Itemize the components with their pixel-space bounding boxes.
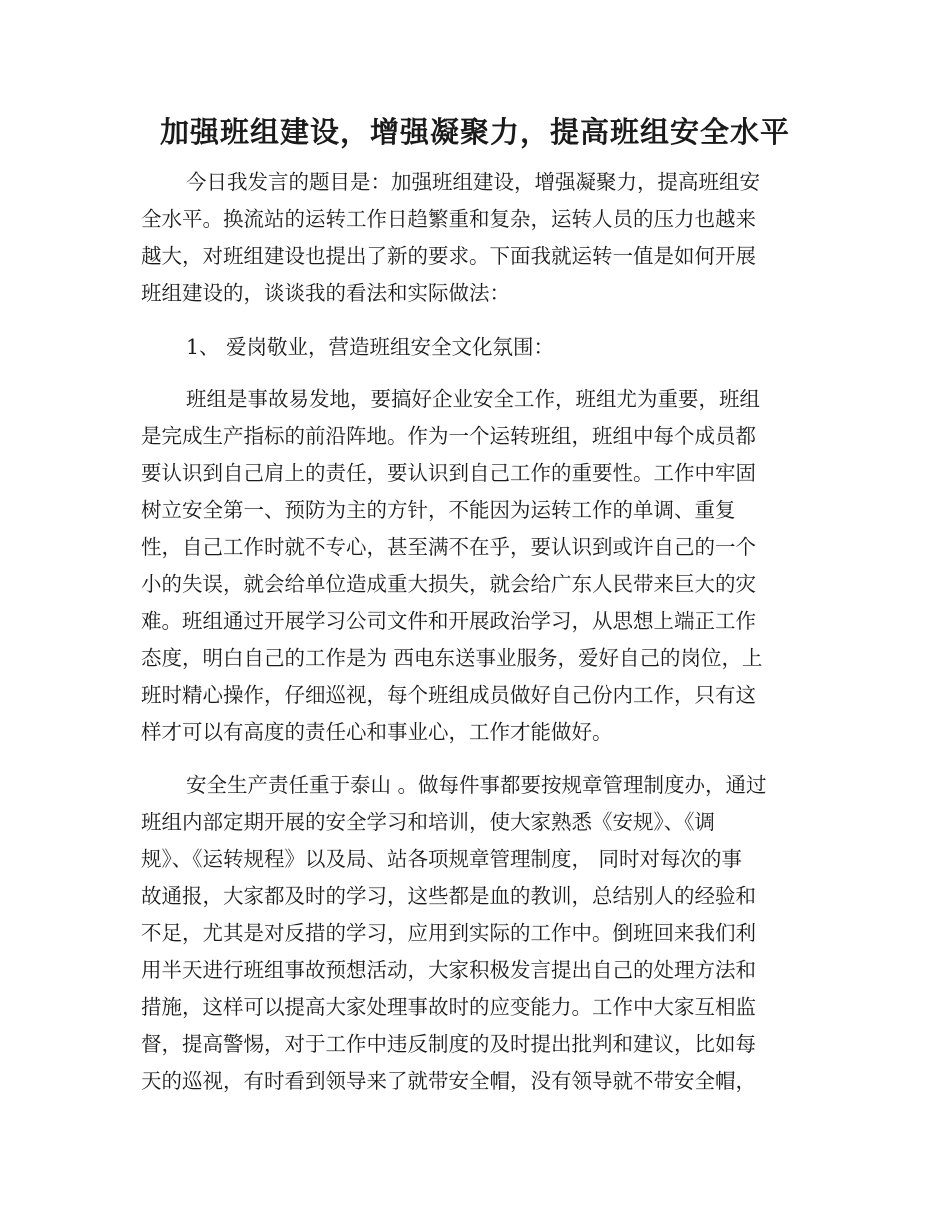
text-line: 安全生产责任重于泰山 。做每件事都要按规章管理制度办，通过 bbox=[186, 773, 767, 797]
text-line: 是完成生产指标的前沿阵地。作为一个运转班组，班组中每个成员都 bbox=[141, 424, 756, 448]
text-line: 措施，这样可以提高大家处理事故时的应变能力。工作中大家互相监 bbox=[141, 995, 756, 1019]
text-line: 班时精心操作，仔细巡视，每个班组成员做好自己份内工作，只有这 bbox=[141, 683, 756, 707]
text-line: 天的巡视，有时看到领导来了就带安全帽，没有领导就不带安全帽， bbox=[141, 1069, 756, 1093]
text-line: 样才可以有高度的责任心和事业心，工作才能做好。 bbox=[141, 720, 613, 744]
text-line: 性，自己工作时就不专心，甚至满不在乎，要认识到或许自己的一个 bbox=[141, 535, 756, 559]
text-line: 要认识到自己肩上的责任，要认识到自己工作的重要性。工作中牢固 bbox=[141, 461, 756, 485]
text-line: 树立安全第一、预防为主的方针，不能因为运转工作的单调、重复 bbox=[141, 498, 736, 522]
text-line: 不足，尤其是对反措的学习，应用到实际的工作中。倒班回来我们利 bbox=[141, 921, 756, 945]
text-line: 班组内部定期开展的安全学习和培训，使大家熟悉《安规》、《调 bbox=[141, 810, 715, 834]
text-line: 班组是事故易发地，要搞好企业安全工作，班组尤为重要，班组 bbox=[186, 387, 760, 411]
text-line: 班组建设的，谈谈我的看法和实际做法： bbox=[141, 281, 510, 305]
document-title: 加强班组建设，增强凝聚力，提高班组安全水平 bbox=[159, 115, 790, 149]
text-line: 越大，对班组建设也提出了新的要求。下面我就运转一值是如何开展 bbox=[141, 244, 756, 268]
text-line: 故通报，大家都及时的学习，这些都是血的教训，总结别人的经验和 bbox=[141, 884, 756, 908]
section-heading: 1、 爱岗敬业，营造班组安全文化氛围： bbox=[186, 335, 555, 359]
text-line: 小的失误，就会给单位造成重大损失，就会给广东人民带来巨大的灾 bbox=[141, 572, 756, 596]
text-line: 态度，明白自己的工作是为 西电东送事业服务，爱好自己的岗位，上 bbox=[141, 646, 763, 670]
text-line: 用半天进行班组事故预想活动，大家积极发言提出自己的处理方法和 bbox=[141, 958, 756, 982]
text-line: 难。班组通过开展学习公司文件和开展政治学习，从思想上端正工作 bbox=[141, 609, 756, 633]
text-line: 全水平。换流站的运转工作日趋繁重和复杂，运转人员的压力也越来 bbox=[141, 207, 756, 231]
text-line: 规》、《运转规程》以及局、站各项规章管理制度， 同时对每次的事 bbox=[141, 847, 743, 871]
text-line: 督，提高警惕，对于工作中违反制度的及时提出批判和建议，比如每 bbox=[141, 1032, 756, 1056]
text-line: 今日我发言的题目是：加强班组建设，增强凝聚力，提高班组安 bbox=[186, 170, 760, 194]
